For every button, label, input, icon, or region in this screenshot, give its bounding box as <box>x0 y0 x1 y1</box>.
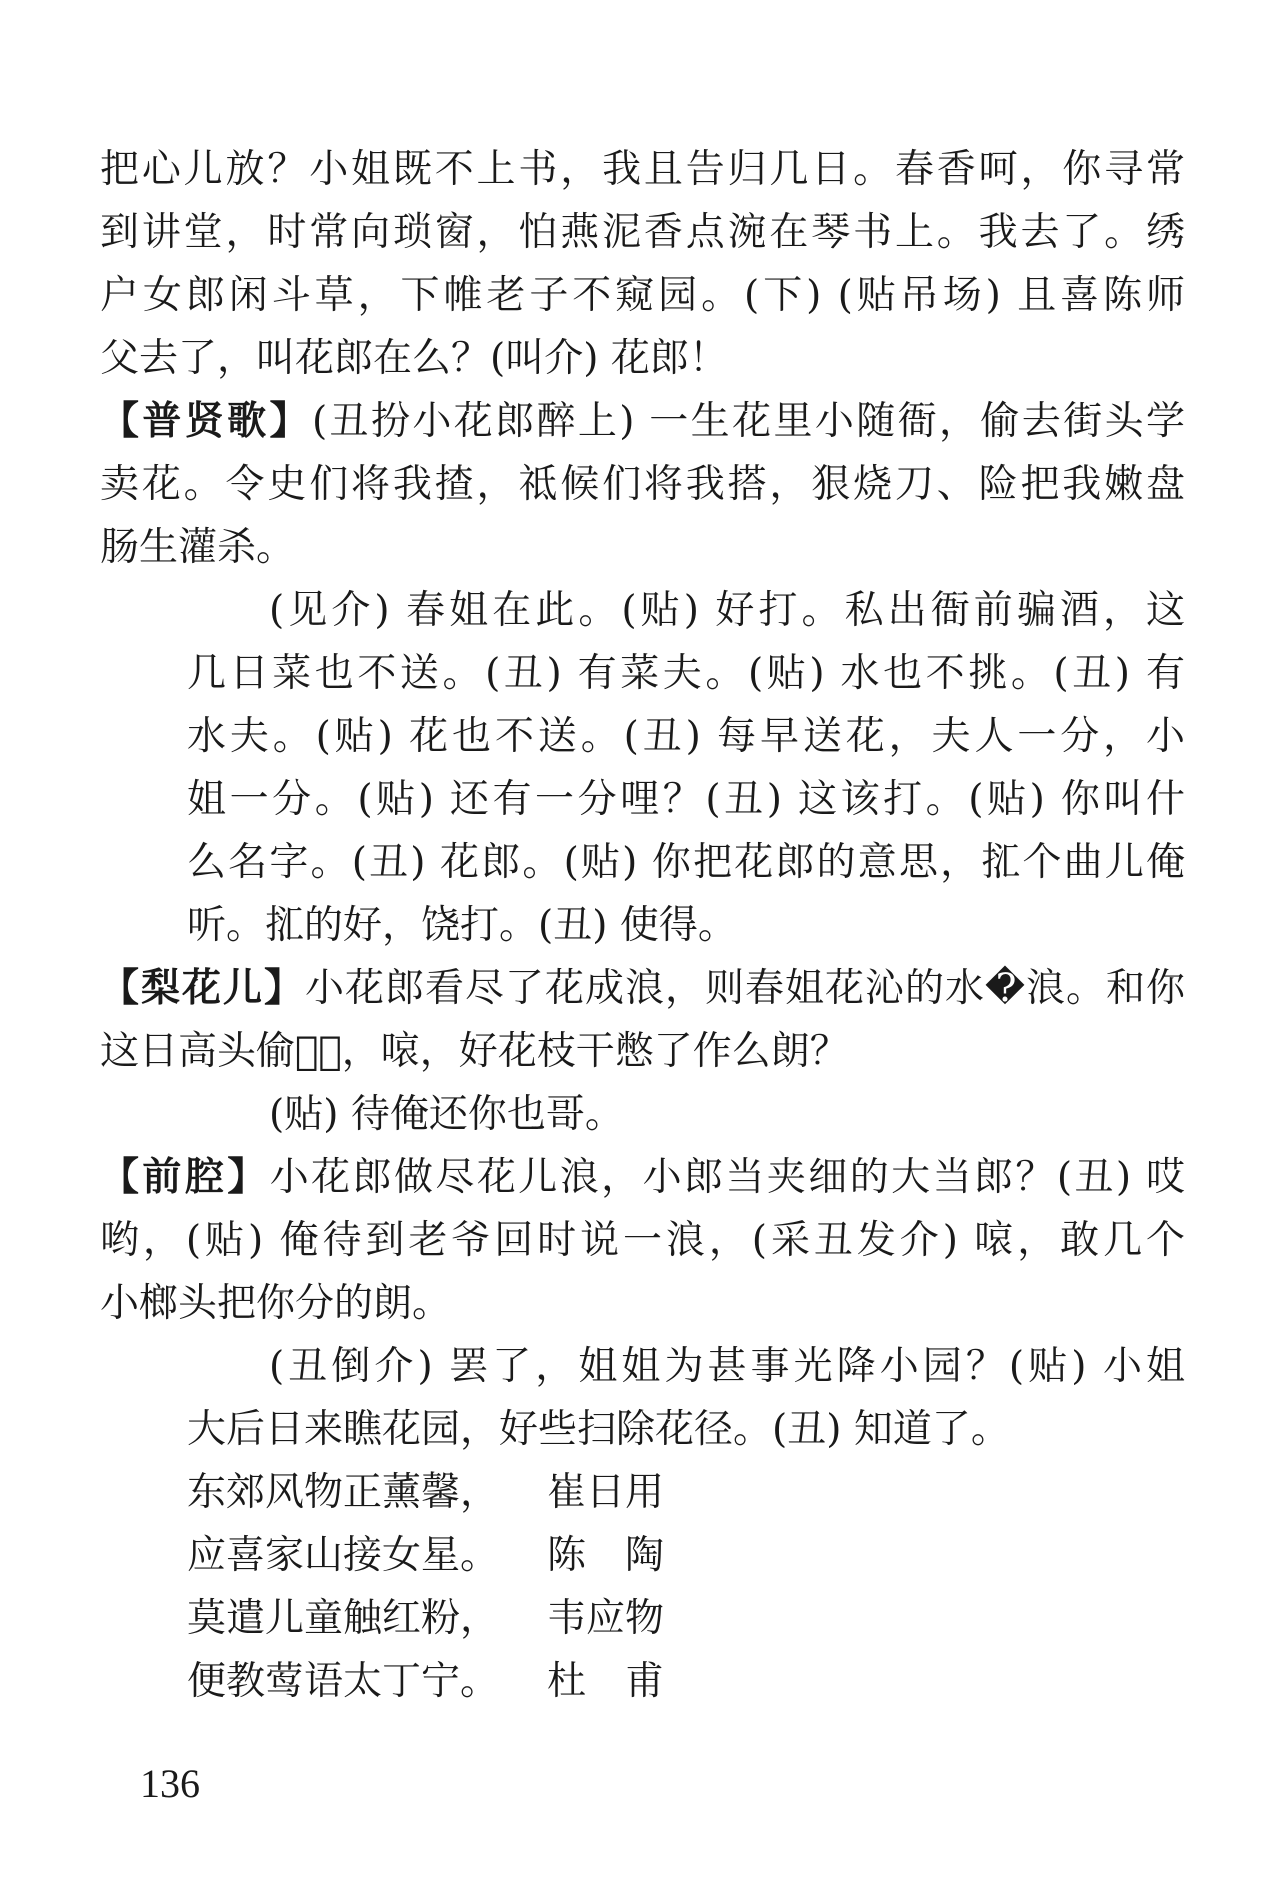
line-text: 姐一分。(贴) 还有一分哩？(丑) 这该打。(贴) 你叫什 <box>187 777 1185 822</box>
poem-author: 韦应物 <box>547 1596 665 1641</box>
text-line-7 <box>100 516 1185 579</box>
line-text: 肠生灌杀。 <box>100 525 296 570</box>
tune-title: 【梨花儿】 <box>100 966 305 1011</box>
text-line-9 <box>100 642 1185 705</box>
line-text: 大后日来瞧花园，好些扫除花径。(丑) 知道了。 <box>187 1407 1010 1452</box>
line-text: 水夫。(贴) 花也不送。(丑) 每早送花，夫人一分，小 <box>187 714 1185 759</box>
line-text: 户女郎闲斗草，下帷老子不窥园。(下) (贴吊场) 且喜陈师 <box>100 273 1185 318</box>
text-line-2 <box>100 201 1185 264</box>
poem-line-3 <box>100 1587 1185 1650</box>
poem-line-4 <box>100 1650 1185 1713</box>
poem-verse: 应喜家山接女星。 <box>187 1533 500 1578</box>
text-line-3 <box>100 264 1185 327</box>
poem-line-1 <box>100 1461 1185 1524</box>
line-text: 父去了，叫花郎在么？(叫介) 花郎！ <box>100 336 728 381</box>
text-line-4 <box>100 327 1185 390</box>
line-text: (见介) 春姐在此。(贴) 好打。私出衙前骗酒，这 <box>269 588 1185 633</box>
text-line-5 <box>100 390 1185 453</box>
poem-author: 陈 陶 <box>547 1533 665 1578</box>
text-block <box>100 138 1185 1713</box>
poem-verse: 莫遣儿童触红粉， <box>187 1596 500 1641</box>
line-text: 卖花。令史们将我揸，祗候们将我搭，狠烧刀、险把我嫩盘 <box>100 462 1185 507</box>
line-text: 哟，(贴) 俺待到老爷回时说一浪，(采丑发介) 㗒，敢几个 <box>100 1218 1185 1263</box>
poem-line-2 <box>100 1524 1185 1587</box>
tune-title: 【普贤歌】 <box>100 399 312 444</box>
line-text: 这日高头偷𥅋𥅋，㗒，好花枝干憋了作么朗？ <box>100 1029 849 1074</box>
line-text: 小花郎做尽花儿浪，小郎当夹细的大当郎？(丑) 哎 <box>269 1155 1185 1200</box>
text-line-17 <box>100 1146 1185 1209</box>
text-line-12 <box>100 831 1185 894</box>
text-line-6 <box>100 453 1185 516</box>
poem-author: 崔日用 <box>547 1470 665 1515</box>
line-text: (丑扮小花郎醉上) 一生花里小随衙，偷去街头学 <box>311 399 1185 444</box>
text-line-18 <box>100 1209 1185 1272</box>
text-line-19 <box>100 1272 1185 1335</box>
text-line-8 <box>100 579 1185 642</box>
line-text: (丑倒介) 罢了，姐姐为甚事光降小园？(贴) 小姐 <box>269 1344 1185 1389</box>
text-line-11 <box>100 768 1185 831</box>
line-text: (贴) 待俺还你也哥。 <box>269 1092 624 1137</box>
line-text: 么名字。(丑) 花郎。(贴) 你把花郎的意思，㧟个曲儿俺 <box>187 840 1185 885</box>
line-text: 几日菜也不送。(丑) 有菜夫。(贴) 水也不挑。(丑) 有 <box>187 651 1185 696</box>
line-text: 把心儿放？小姐既不上书，我且告归几日。春香呵，你寻常 <box>100 147 1185 192</box>
line-text: 小花郎看尽了花成浪，则春姐花沁的水�浪。和你 <box>305 966 1185 1011</box>
text-line-20 <box>100 1335 1185 1398</box>
poem-verse: 东郊风物正薰馨， <box>187 1470 500 1515</box>
line-text: 听。㧟的好，饶打。(丑) 使得。 <box>187 903 737 948</box>
text-line-10 <box>100 705 1185 768</box>
line-text: 到讲堂，时常向琐窗，怕燕泥香点涴在琴书上。我去了。绣 <box>100 210 1185 255</box>
page-number: 136 <box>140 1761 200 1806</box>
text-line-16 <box>100 1083 1185 1146</box>
tune-title: 【前腔】 <box>100 1155 270 1200</box>
text-line-15 <box>100 1020 1185 1083</box>
line-text: 小榔头把你分的朗。 <box>100 1281 452 1326</box>
text-line-13 <box>100 894 1185 957</box>
text-line-1 <box>100 138 1185 201</box>
text-line-21 <box>100 1398 1185 1461</box>
poem-verse: 便教莺语太丁宁。 <box>187 1659 500 1704</box>
poem-author: 杜 甫 <box>547 1659 665 1704</box>
text-line-14 <box>100 957 1185 1020</box>
